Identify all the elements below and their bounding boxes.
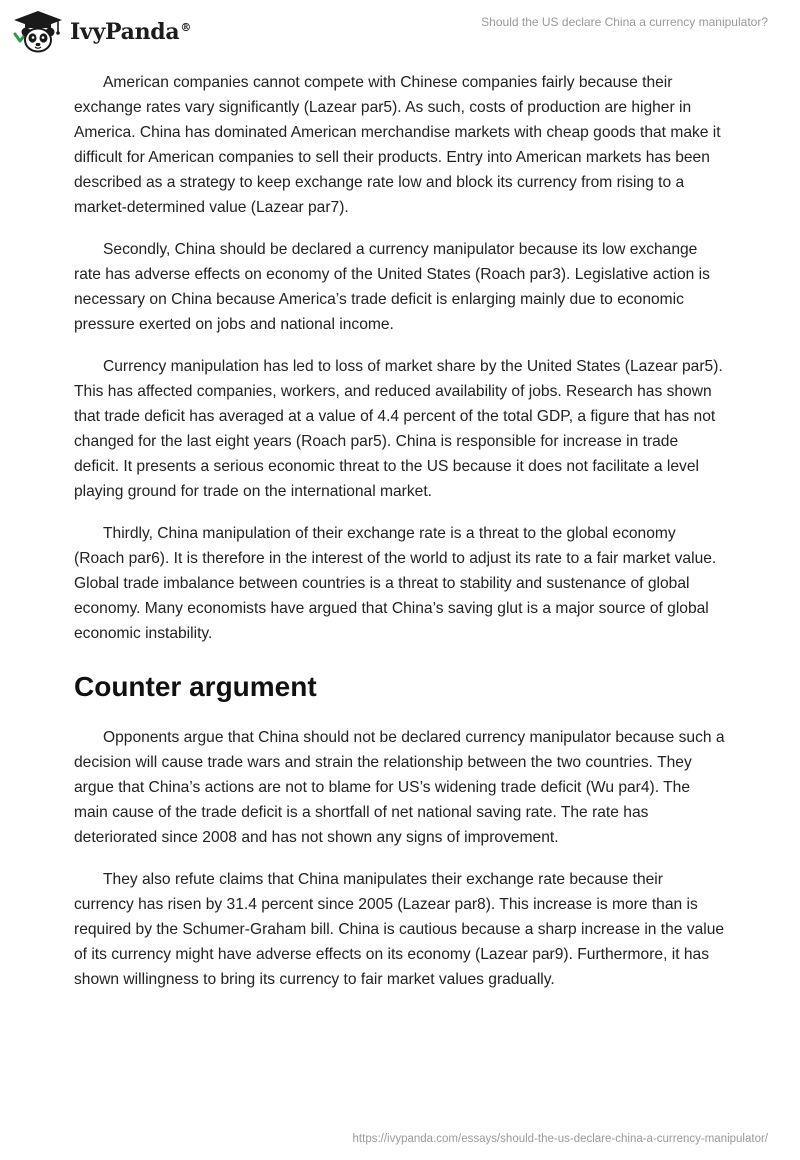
brand-name xyxy=(70,19,191,45)
paragraph: Secondly, China should be declared a currency manipulator because its low exchange rate has adverse effects on economy of the United States (Roach par3). Legislative action is necessary on China because America’s trade deficit is enlarging mainly due to economic pressure exerted on jobs and national income. xyxy=(74,241,710,333)
paragraph: Thirdly, China manipulation of their exchange rate is a threat to the global economy (Roach par6). It is therefore in the interest of the world to adjust its rate to a fair market value. Global trade imbalance between countries is a threat to stability and sustenance of global economy. Many economists have argued that China’s saving glut is a major source of global economic instability. xyxy=(74,525,717,642)
paragraph: They also refute claims that China manipulates their exchange rate because their currency has risen by 31.4 percent since 2005 (Lazear par8). This increase is more than is required by the Schumer-Graham bill. China is cautious because a sharp increase in the value of its currency might have adverse effects on its economy (Lazear par9). Furthermore, it has shown willingness to bring its currency to fair market values gradually. xyxy=(74,871,725,988)
page-header xyxy=(0,0,800,60)
registered-mark: ® xyxy=(180,20,192,34)
essay-body xyxy=(74,70,726,1009)
panda-graduate-icon xyxy=(12,8,64,54)
source-url[interactable]: https://ivypanda.com/essays/should-the-us-declare-china-a-currency-manipulator/ xyxy=(352,1133,768,1145)
section-heading: Counter argument xyxy=(74,671,317,702)
document-title: Should the US declare China a currency manipulator? xyxy=(481,15,768,29)
paragraph: Currency manipulation has led to loss of market share by the United States (Lazear par5). This has affected companies, workers, and reduced availability of jobs. Research has shown that trade deficit has averaged at a value of 4.4 percent of the total GDP, a figure that has not changed for the last eight years (Roach par5). China is responsible for increase in trade deficit. It presents a serious economic threat to the US because it does not facilitate a level playing ground for trade on the international market. xyxy=(74,358,723,500)
paragraph: American companies cannot compete with Chinese companies fairly because their exchange rates vary significantly (Lazear par5). As such, costs of production are higher in America. China has dominated American merchandise markets with cheap goods that make it difficult for American companies to sell their products. Entry into American markets has been described as a strategy to keep exchange rate low and block its currency from rising to a market-determined value (Lazear par7). xyxy=(74,74,721,216)
brand-name-text: IvyPanda xyxy=(70,19,180,45)
brand-logo[interactable] xyxy=(12,8,191,54)
paragraph: Opponents argue that China should not be declared currency manipulator because such a decision will cause trade wars and strain the relationship between the two countries. They argue that China’s actions are not to blame for US’s widening trade deficit (Wu par4). The main cause of the trade deficit is a shortfall of net national saving rate. The rate has deteriorated since 2008 and has not shown any signs of improvement. xyxy=(74,729,725,846)
